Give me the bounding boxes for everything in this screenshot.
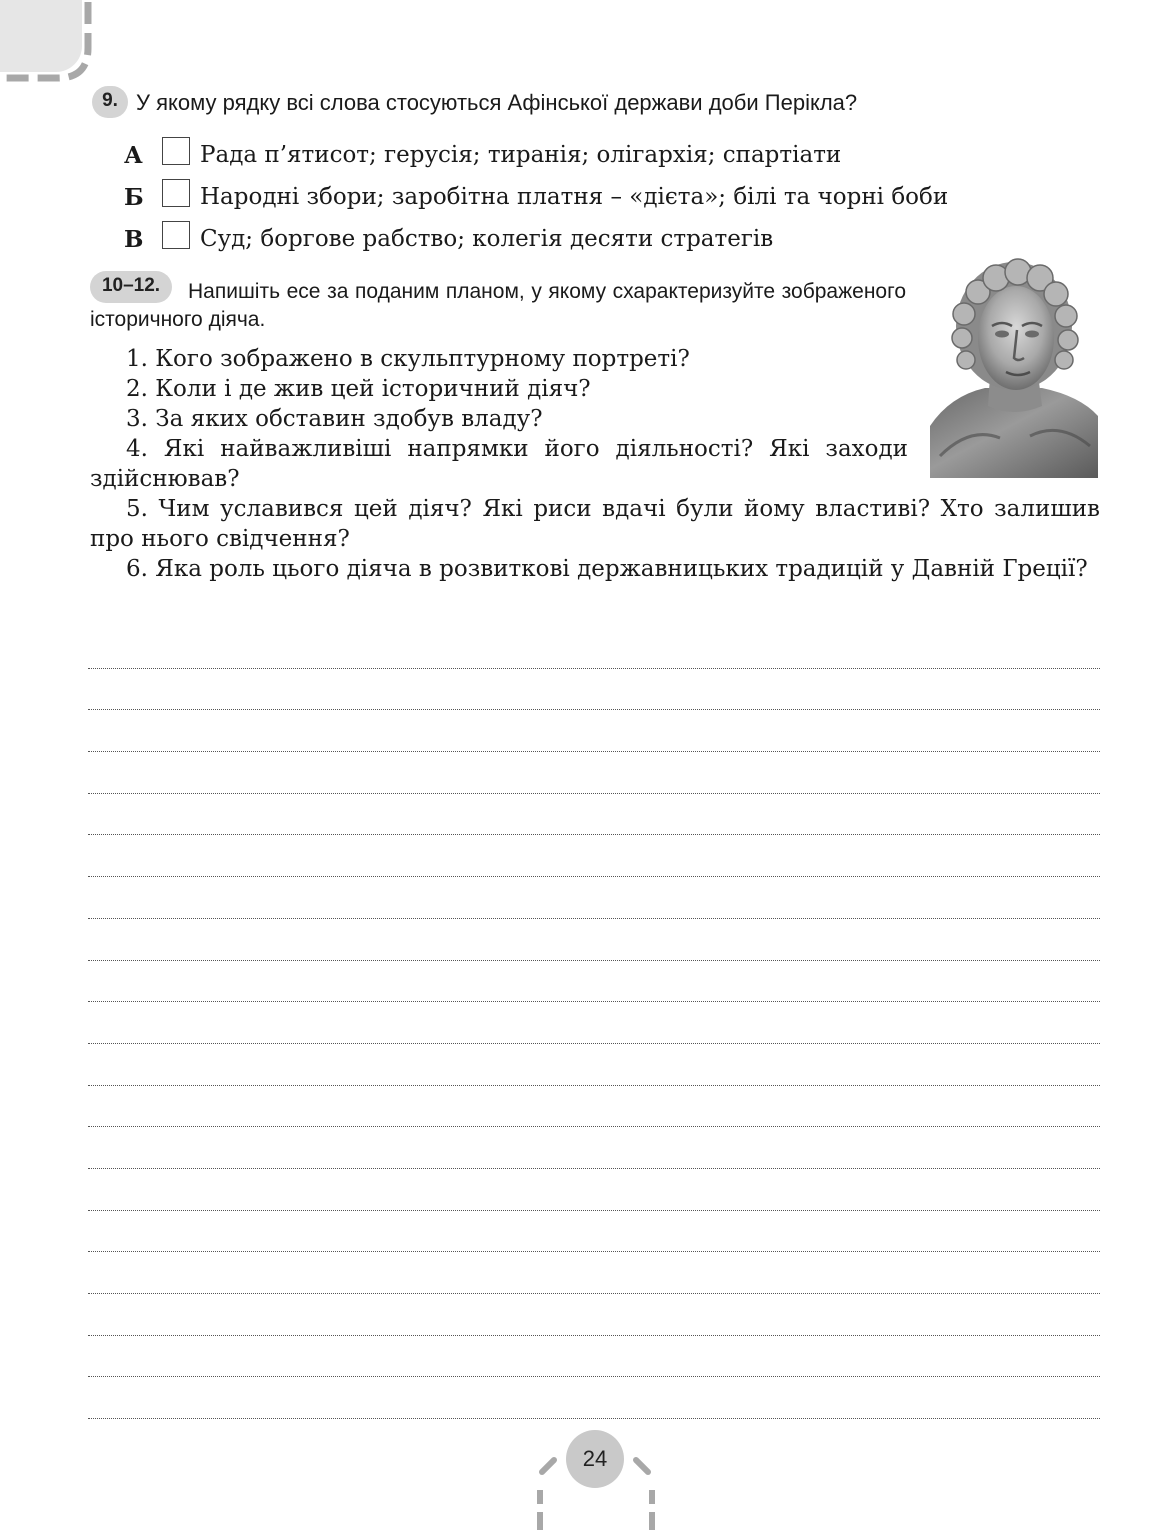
answer-line[interactable]	[88, 1044, 1100, 1086]
answer-line[interactable]	[88, 1086, 1100, 1128]
sculpture-portrait-image	[930, 256, 1098, 478]
answer-option-c[interactable]	[124, 222, 773, 256]
option-text: Народні збори; заробітна платня – «дієта»; білі та чорні боби	[200, 184, 949, 210]
option-text: Рада п’ятисот; герусія; тиранія; олігархія; спартіати	[200, 142, 842, 168]
answer-line[interactable]	[88, 1294, 1100, 1336]
plan-item: 3. За яких обставин здобув владу?	[126, 406, 543, 432]
option-letter: В	[124, 225, 144, 253]
answer-line[interactable]	[88, 710, 1100, 752]
plan-item: 6. Яка роль цього діяча в розвиткові державницьких традицій у Давній Греції?	[126, 556, 1088, 582]
answer-line[interactable]	[88, 752, 1100, 794]
corner-dash-border	[0, 0, 100, 90]
answer-line[interactable]	[88, 961, 1100, 1003]
answer-line[interactable]	[88, 1211, 1100, 1253]
answer-line[interactable]	[88, 1336, 1100, 1378]
answer-line[interactable]	[88, 835, 1100, 877]
answer-line[interactable]	[88, 1252, 1100, 1294]
option-letter: А	[124, 141, 143, 169]
answer-line[interactable]	[88, 627, 1100, 669]
answer-line[interactable]	[88, 669, 1100, 711]
answer-line[interactable]	[88, 1169, 1100, 1211]
answer-lines-area[interactable]	[88, 627, 1100, 1419]
answer-line[interactable]	[88, 877, 1100, 919]
plan-item: 4. Які найважливіші напрямки його діяльності? Які заходи здійснював?	[90, 436, 908, 492]
answer-checkbox[interactable]	[162, 137, 190, 165]
plan-item: 2. Коли і де жив цей історичний діяч?	[126, 376, 591, 402]
plan-item: 1. Кого зображено в скульптурному портреті?	[126, 346, 690, 372]
option-letter: Б	[124, 183, 144, 211]
answer-option-a[interactable]	[124, 138, 841, 172]
answer-line[interactable]	[88, 794, 1100, 836]
question-text: Напишіть есе за поданим планом, у якому схарактеризуйте зображеного історичного діяча.	[90, 280, 906, 331]
answer-option-b[interactable]	[124, 180, 948, 214]
answer-line[interactable]	[88, 1127, 1100, 1169]
option-text: Суд; боргове рабство; колегія десяти стратегів	[200, 226, 774, 252]
plan-item: 5. Чим уславився цей діяч? Які риси вдачі були йому властиві? Хто залишив про нього свідчення?	[90, 496, 1100, 552]
answer-checkbox[interactable]	[162, 179, 190, 207]
question-number-badge: 9.	[92, 86, 128, 118]
page-number: 24	[566, 1430, 624, 1488]
question-text: У якому рядку всі слова стосуються Афінської держави доби Перікла?	[136, 90, 858, 115]
question-number-badge: 10–12.	[90, 271, 172, 303]
answer-checkbox[interactable]	[162, 221, 190, 249]
answer-line[interactable]	[88, 1377, 1100, 1419]
answer-line[interactable]	[88, 919, 1100, 961]
answer-line[interactable]	[88, 1002, 1100, 1044]
